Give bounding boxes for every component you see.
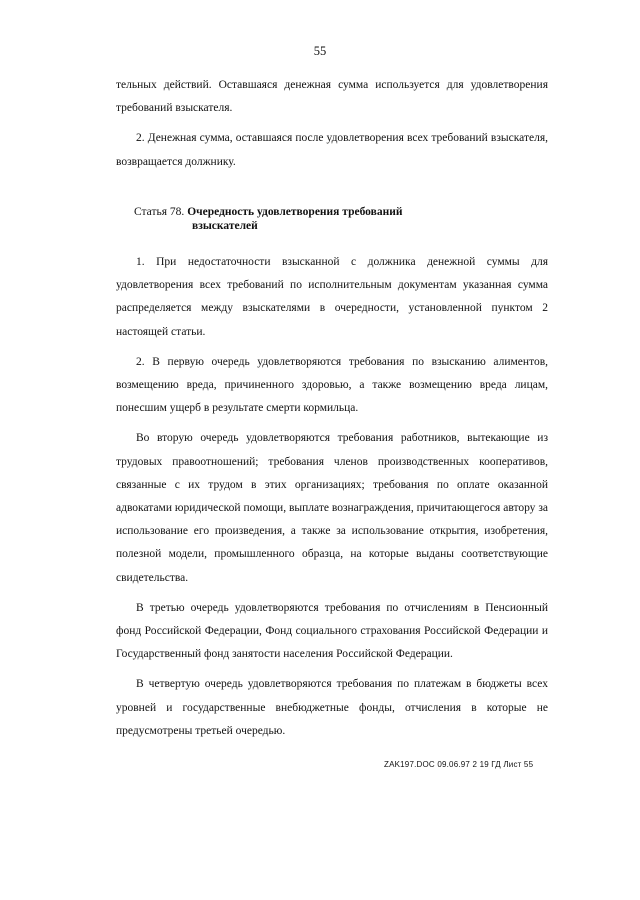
article-title-line2: взыскателей <box>192 220 258 232</box>
article-text-block <box>116 251 548 750</box>
article-heading <box>134 205 514 233</box>
paragraph-2: 2. Денежная сумма, оставшаяся после удовлетворения всех требований взыскателя, возвращается должнику. <box>116 132 548 168</box>
document-footer: ZAK197.DOC 09.06.97 2 19 ГД Лист 55 <box>384 760 534 769</box>
article-paragraph-5: В четвертую очередь удовлетворяются требования по платежам в бюджеты всех уровней и государственные внебюджетные фонды, отчисления в которые не предусмотрены третьей очередью. <box>116 678 548 737</box>
article-paragraph-1: 1. При недостаточности взысканной с должника денежной суммы для удовлетворения всех требований по исполнительным документам указанная сумма распределяется между взыскателями в очередности, установленной пунктом 2 настоящей статьи. <box>116 256 548 338</box>
article-paragraph-3: Во вторую очередь удовлетворяются требования работников, вытекающие из трудовых правоотношений; требования членов производственных кооперативов, связанные с их трудом в этих организациях; требования по оплате оказанной адвокатами юридической помощи, выплате вознаграждения, причитающегося автору за использование его произведения, а также за использование открытия, изобретения, полезной модели, промышленного образца, на которые выданы соответствующие свидетельства. <box>116 432 548 584</box>
article-paragraph-4: В третью очередь удовлетворяются требования по отчислениям в Пенсионный фонд Российской Федерации, Фонд социального страхования Российской Федерации и Государственный фонд занятости населения Российской Федерации. <box>116 601 548 661</box>
paragraph-continuation: тельных действий. Оставшаяся денежная сумма используется для удовлетворения требований взыскателя. <box>116 79 548 115</box>
page-number: 55 <box>313 44 327 58</box>
top-text-block <box>116 74 548 181</box>
article-number: Статья 78. <box>134 206 185 218</box>
article-title-line1: Очередность удовлетворения требований <box>187 206 403 218</box>
article-paragraph-2: 2. В первую очередь удовлетворяются требования по взысканию алиментов, возмещению вреда, причиненного здоровью, а также возмещению вреда лицам, понесшим ущерб в результате смерти кормильца. <box>116 355 548 415</box>
